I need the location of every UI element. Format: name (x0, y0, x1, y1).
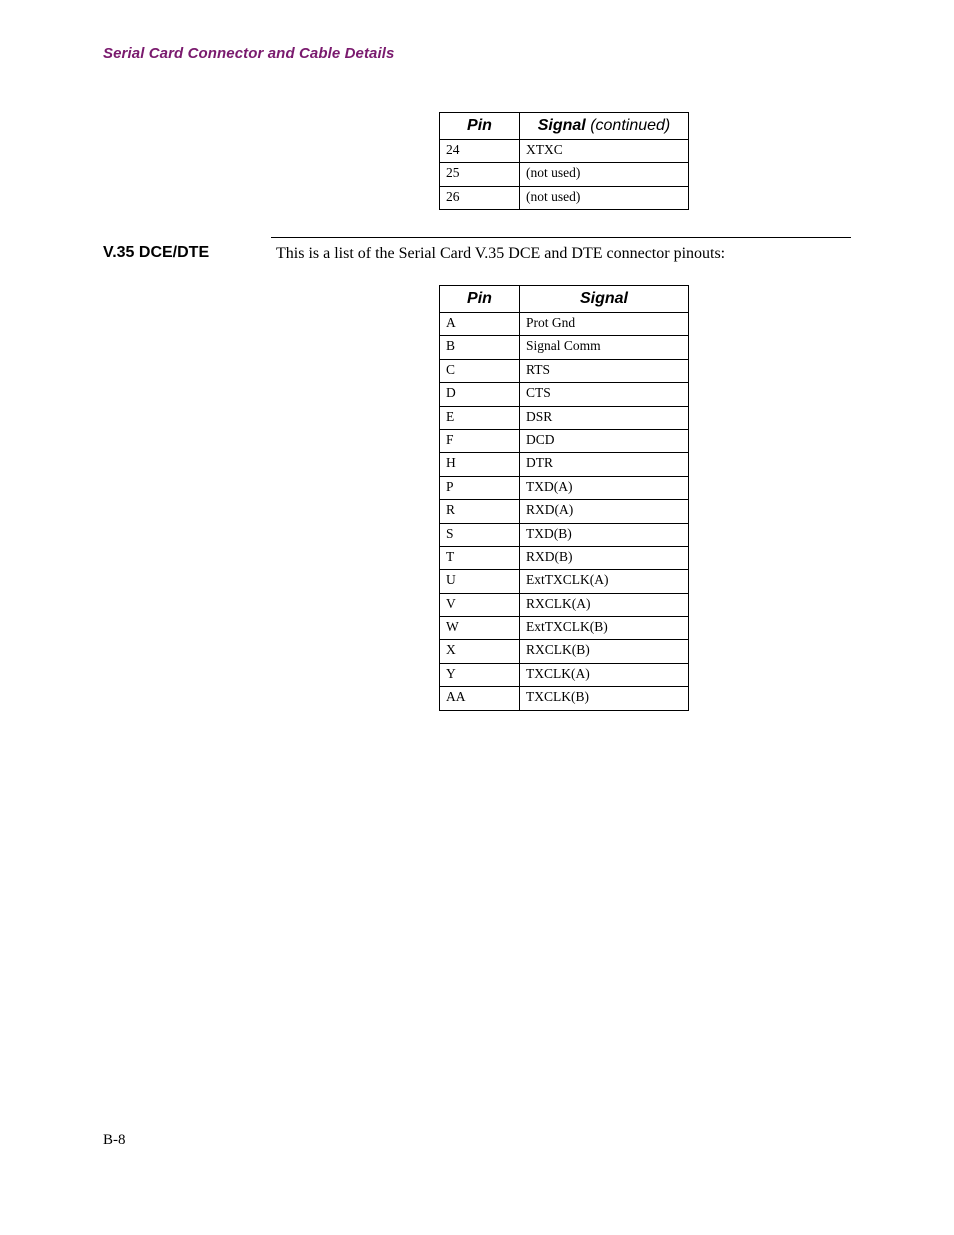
table-row (440, 140, 689, 163)
table-row (440, 336, 689, 359)
pin-cell: S (440, 523, 520, 546)
pin-cell: Y (440, 663, 520, 686)
column-header-pin: Pin (440, 113, 520, 140)
signal-cell: Signal Comm (520, 336, 689, 359)
column-header-signal (520, 113, 689, 140)
signal-cell: XTXC (520, 140, 689, 163)
signal-cell: DCD (520, 429, 689, 452)
table-row (440, 163, 689, 186)
pin-cell: H (440, 453, 520, 476)
table-row (440, 476, 689, 499)
running-header-title: Serial Card Connector and Cable Details (103, 45, 395, 62)
pinout-table-v35 (439, 285, 689, 711)
pin-cell: B (440, 336, 520, 359)
pin-cell: C (440, 359, 520, 382)
pin-cell: AA (440, 687, 520, 710)
signal-cell: RTS (520, 359, 689, 382)
column-header-pin: Pin (440, 286, 520, 313)
pin-cell: T (440, 546, 520, 569)
pin-cell: W (440, 617, 520, 640)
pin-cell: X (440, 640, 520, 663)
signal-cell: ExtTXCLK(B) (520, 617, 689, 640)
signal-cell: RXCLK(A) (520, 593, 689, 616)
pin-cell: D (440, 383, 520, 406)
signal-cell: Prot Gnd (520, 313, 689, 336)
table-row (440, 500, 689, 523)
table-row (440, 313, 689, 336)
signal-cell: TXD(A) (520, 476, 689, 499)
table-row (440, 523, 689, 546)
signal-cell: TXCLK(A) (520, 663, 689, 686)
table-row (440, 429, 689, 452)
table-row (440, 640, 689, 663)
table-row (440, 687, 689, 710)
pin-cell: E (440, 406, 520, 429)
pin-cell: 26 (440, 186, 520, 209)
pinout-table-continued (439, 112, 689, 210)
signal-cell: TXD(B) (520, 523, 689, 546)
signal-cell: DTR (520, 453, 689, 476)
column-header-signal: Signal (520, 286, 689, 313)
section-heading: V.35 DCE/DTE (103, 244, 210, 261)
column-header-signal-suffix: (continued) (590, 117, 671, 134)
signal-cell: (not used) (520, 163, 689, 186)
pin-cell: A (440, 313, 520, 336)
table-row (440, 663, 689, 686)
table-row (440, 383, 689, 406)
table-row (440, 406, 689, 429)
pin-cell: 25 (440, 163, 520, 186)
column-header-signal-label: Signal (537, 117, 586, 134)
signal-cell: TXCLK(B) (520, 687, 689, 710)
section-divider (271, 237, 851, 238)
table-row (440, 593, 689, 616)
signal-cell: DSR (520, 406, 689, 429)
table-row (440, 359, 689, 382)
section-body-text: This is a list of the Serial Card V.35 DCE and DTE connector pinouts: (276, 245, 726, 262)
table-row (440, 453, 689, 476)
signal-cell: CTS (520, 383, 689, 406)
signal-cell: (not used) (520, 186, 689, 209)
signal-cell: RXCLK(B) (520, 640, 689, 663)
signal-cell: ExtTXCLK(A) (520, 570, 689, 593)
pin-cell: 24 (440, 140, 520, 163)
pin-cell: V (440, 593, 520, 616)
pin-cell: P (440, 476, 520, 499)
table-row (440, 546, 689, 569)
pin-cell: F (440, 429, 520, 452)
table-header-row (440, 286, 689, 313)
signal-cell: RXD(B) (520, 546, 689, 569)
page-number: B-8 (103, 1132, 126, 1148)
pin-cell: U (440, 570, 520, 593)
signal-cell: RXD(A) (520, 500, 689, 523)
pin-cell: R (440, 500, 520, 523)
table-row (440, 617, 689, 640)
table-row (440, 186, 689, 209)
table-header-row (440, 113, 689, 140)
table-row (440, 570, 689, 593)
